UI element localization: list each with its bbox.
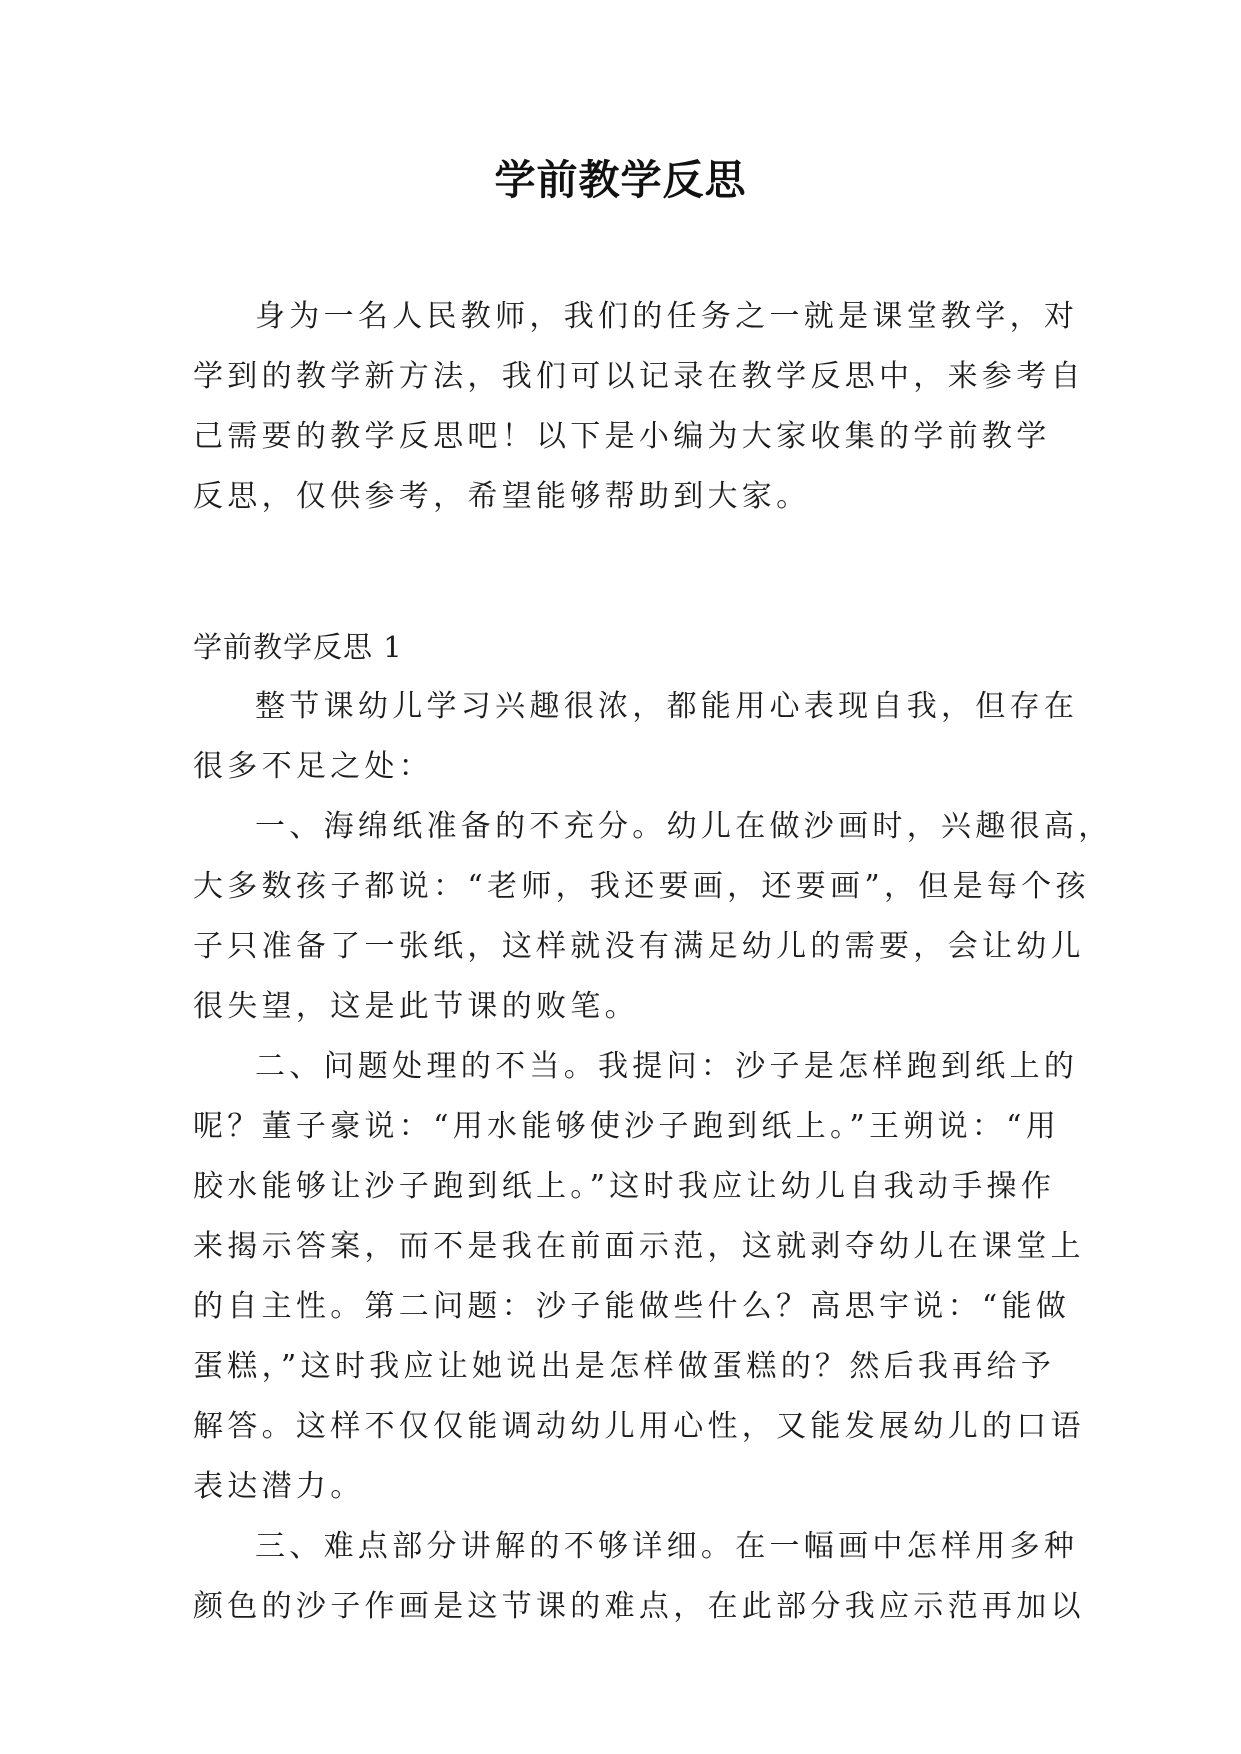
paragraph-line: 胶水能够让沙子跑到纸上。”这时我应让幼儿自我动手操作: [193, 1169, 1056, 1204]
paragraph-line: 来揭示答案，而不是我在前面示范，这就剥夺幼儿在课堂上: [193, 1229, 1085, 1264]
intro-line: 学到的教学新方法，我们可以记录在教学反思中，来参考自: [193, 359, 1085, 394]
paragraph-line: 颜色的沙子作画是这节课的难点，在此部分我应示范再加以: [193, 1589, 1085, 1624]
paragraph-line: 一、海绵纸准备的不充分。幼儿在做沙画时，兴趣很高，: [255, 809, 1113, 844]
paragraph-line: 解答。这样不仅仅能调动幼儿用心性，又能发展幼儿的口语: [193, 1409, 1085, 1444]
paragraph-line: 呢？董子豪说：“用水能够使沙子跑到纸上。”王朔说：“用: [193, 1109, 1061, 1144]
intro-line: 己需要的教学反思吧！以下是小编为大家收集的学前教学: [193, 419, 1051, 454]
paragraph-line: 的自主性。第二问题：沙子能做些什么？高思宇说：“能做: [193, 1289, 1071, 1324]
paragraph-line: 整节课幼儿学习兴趣很浓，都能用心表现自我，但存在: [255, 689, 1079, 724]
paragraph-line: 表达潜力。: [193, 1469, 365, 1504]
paragraph-line: 很失望，这是此节课的败笔。: [193, 989, 639, 1024]
body-paragraph-1: [193, 677, 1079, 797]
paragraph-line: 二、问题处理的不当。我提问：沙子是怎样跑到纸上的: [255, 1049, 1079, 1084]
body-paragraph-2: [193, 797, 1113, 1037]
document-body: [193, 287, 1113, 1637]
body-paragraph-4: [193, 1517, 1085, 1637]
spacer: [193, 587, 1046, 617]
paragraph-line: 子只准备了一张纸，这样就没有满足幼儿的需要，会让幼儿: [193, 929, 1085, 964]
paragraph-line: 很多不足之处：: [193, 749, 434, 784]
body-paragraph-3: [193, 1037, 1085, 1517]
document-title: 学前教学反思: [494, 156, 747, 204]
paragraph-line: 大多数孩子都说：“老师，我还要画，还要画”，但是每个孩: [193, 869, 1090, 904]
intro-line: 反思，仅供参考，希望能够帮助到大家。: [193, 479, 811, 514]
section-heading: 学前教学反思 1: [193, 630, 403, 664]
paragraph-line: 蛋糕，”这时我应让她说出是怎样做蛋糕的？然后我再给予: [193, 1349, 1056, 1384]
intro-paragraph: [193, 287, 1085, 527]
spacer: [193, 527, 1046, 587]
intro-line: 身为一名人民教师，我们的任务之一就是课堂教学，对: [255, 299, 1079, 334]
paragraph-line: 三、难点部分讲解的不够详细。在一幅画中怎样用多种: [255, 1529, 1079, 1564]
